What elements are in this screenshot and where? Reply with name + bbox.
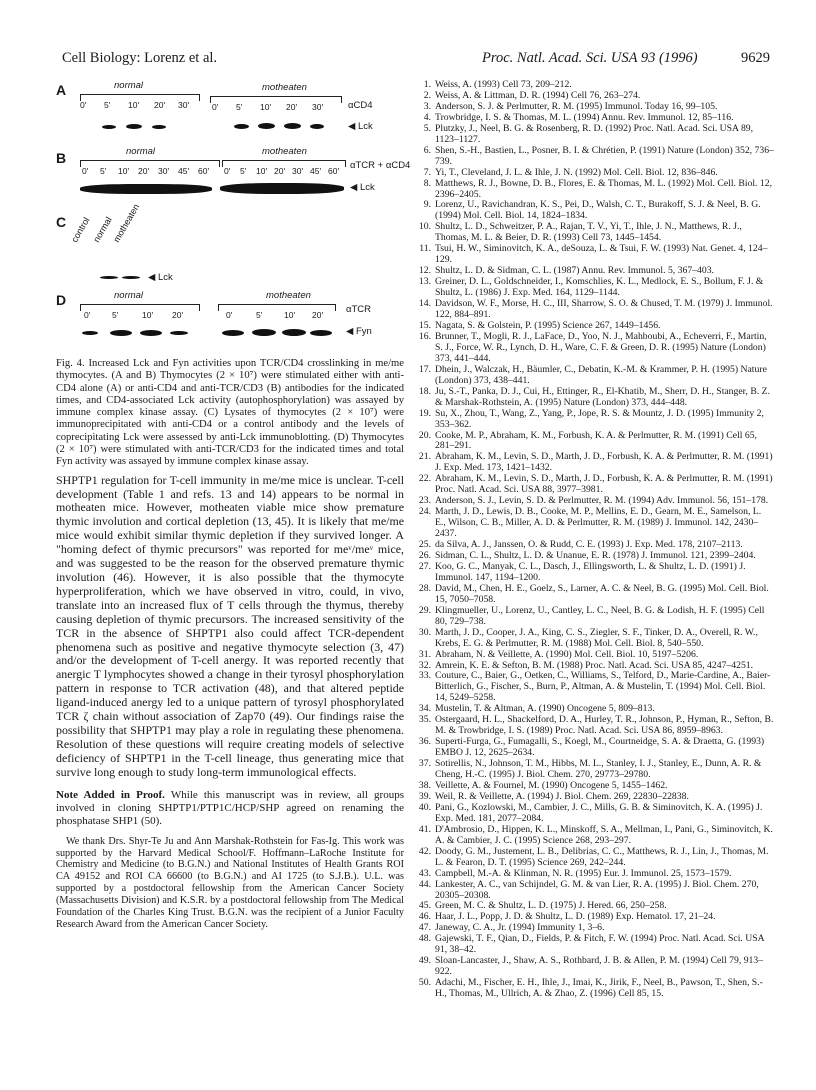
reference-item [418, 978, 774, 1000]
reference-number: 47. [418, 922, 431, 934]
reference-number: 18. [418, 385, 431, 397]
reference-text: Nagata, S. & Golstein, P. (1995) Science 267, 1449–1456. [435, 319, 661, 331]
reference-text: Anderson, S. J., Levin, S. D. & Perlmutter, R. M. (1994) Adv. Immunol. 56, 151–178. [435, 495, 769, 507]
reference-number: 23. [418, 495, 431, 507]
panel-a-time: 5' [236, 102, 243, 112]
panel-d-time: 20' [312, 310, 324, 320]
lck-band-row [80, 184, 212, 194]
reference-number: 39. [418, 790, 431, 802]
panel-d-time: 5' [112, 310, 119, 320]
caption-text: Increased Lck and Fyn activities upon TCR/CD4 crosslinking in me/me thymocytes. (A and B) Thymocytes (2 × 10⁷) were stimulated either with anti-CD4 alone (A) or anti-CD4 and anti-TCR/CD3 (B) antibodies for the indicated times, and CD4-associated Lck activity (autophosphorylation) was assayed by immune complex kinase assay. (C) Lysates of thymocytes (2 × 10⁷) were immunoprecipitated with anti-CD4 or a control antibody and the levels of coprecipitating Lck were assessed by anti-Lck immunoblotting. (D) Thymocytes (2 × 10⁷) were stimulated with anti-TCR/CD3 for the indicated times and total Fyn activity was assayed by immune complex kinase assay. [56, 358, 404, 468]
reference-item [418, 124, 774, 146]
reference-number: 45. [418, 900, 431, 912]
lck-label: Lck [357, 121, 373, 132]
panel-d-time: 20' [172, 310, 184, 320]
reference-number: 26. [418, 549, 431, 561]
reference-item [418, 222, 774, 244]
reference-item [418, 628, 774, 650]
reference-number: 22. [418, 473, 431, 485]
reference-text: Amrein, K. E. & Sefton, B. M. (1988) Proc. Natl. Acad. Sci. USA 85, 4247–4251. [435, 659, 754, 671]
reference-text: Doody, G. M., Justement, L. B., Delibrias, C. C., Matthews, R. J., Lin, J., Thomas, M. L. & Fearon, D. T. (1995) Science 269, 242–244. [435, 845, 769, 868]
lck-band [122, 276, 140, 279]
reference-text: Campbell, M.-A. & Klinman, N. R. (1995) Eur. J. Immunol. 25, 1573–1579. [435, 867, 732, 879]
panel-b-time: 10' [118, 166, 130, 176]
panel-b-time: 45' [310, 166, 322, 176]
reference-text: Sotirellis, N., Johnson, T. M., Hibbs, M. L., Stanley, I. J., Stanley, E., Dunn, A. R. & Cheng, H.-C. (1995) J. Biol. Chem. 270, 29773–29780. [435, 758, 762, 781]
reference-text: Matthews, R. J., Bowne, D. B., Flores, E. & Thomas, M. L. (1992) Mol. Cell. Biol. 12, 2396–2405. [435, 177, 772, 200]
reference-text: Couture, C., Baier, G., Oetken, C., Williams, S., Telford, D., Marie-Cardine, A., Baier-Bitterlich, G., Fischer, S., Burn, P., Altman, A. & Mustelin, T. (1994) Mol. Cell. Biol. 14, 5249–5258. [435, 670, 771, 704]
panel-b-time: 0' [82, 166, 89, 176]
reference-text: D'Ambrosio, D., Hippen, K. L., Minskoff, S. A., Mellman, I., Pani, G., Siminovitch, K. A. & Cambier, J. C. (1995) Science 268, 293–297. [435, 823, 773, 846]
reference-text: Abraham, N. & Veillette, A. (1990) Mol. Cell. Biol. 10, 5197–5206. [435, 648, 699, 660]
panel-b-time: 5' [240, 166, 247, 176]
header-section: Cell Biology: Lorenz et al. [62, 50, 218, 66]
panel-b-motheaten-label: motheaten [262, 146, 307, 157]
panel-b-time: 0' [224, 166, 231, 176]
reference-item [418, 299, 774, 321]
reference-number: 25. [418, 539, 431, 551]
reference-number: 4. [423, 111, 431, 123]
reference-number: 24. [418, 506, 431, 518]
panel-d-time: 0' [84, 310, 91, 320]
fyn-band [140, 330, 162, 336]
reference-item [418, 277, 774, 299]
reference-item [418, 146, 774, 168]
reference-number: 5. [423, 122, 431, 134]
reference-item [418, 244, 774, 266]
page-number: 9629 [741, 50, 770, 66]
lck-band [284, 123, 301, 129]
reference-text: Weil, R. & Veillette, A. (1994) J. Biol. Chem. 269, 22830–22838. [435, 790, 689, 802]
reference-number: 33. [418, 670, 431, 682]
reference-text: Davidson, W. F., Morse, H. C., III, Sharrow, S. O. & Chused, T. M. (1979) J. Immunol. 122, 884–891. [435, 298, 773, 321]
references-column [418, 80, 774, 1000]
reference-text: Adachi, M., Fischer, E. H., Ihle, J., Imai, K., Jirik, F., Neel, B., Pawson, T., Shen, S.-H., Thomas, M., Ullrich, A. & Zhao, Z. (1996) Cell 85, 15. [435, 977, 763, 1000]
panel-c-lane-label: normal [91, 215, 114, 244]
reference-number: 15. [418, 319, 431, 331]
reference-text: Pani, G., Kozlowski, M., Cambier, J. C., Mills, G. B. & Siminovitch, K. A. (1995) J. Exp. Med. 181, 2077–2084. [435, 801, 763, 824]
note-added-in-proof [56, 789, 404, 828]
body-paragraph: SHPTP1 regulation for T-cell immunity in me/me mice is unclear. T-cell development (Table 1 and refs. 13 and 14) appears to be normal in motheaten mice. However, motheaten viable mice show premature thymic involution and cortical depletion (13, 45). It is likely that me/me mice would exhibit similar thymic depletion if they survived longer. A "homing defect of thymic precursors" was reported for meᵛ/meᵛ mice, and was suggested to be the reason for the observed premature thymic involution (46). However, it is also possible that the thymocyte hyperproliferation, which we have observed in vitro, could, in vivo, translate into an increased flux of T cells through the thymus, thereby causing depletion of thymic precursors. The increased sensitivity of the TCR in the absence of SHPTP1 also could affect TCR-dependent phenomena such as positive and negative thymocyte selection (3, 47) and/or the development of T-cell anergy. It was reported recently that anergic T lymphocytes showed a change in their tyrosyl phosphorylation pattern in response to TCR activation (48), and that altered peptide ligand-induced anergy led to a unique pattern of tyrosyl phosphorylated TCR ζ chain without association of Zap70 (49). Our findings raise the possibility that SHPTP1 may play a role in regulating these phenomena. Resolution of these questions will require creating models of selective deficiency of SHPTP1 in the T-cell lineage, thus generating mice that survive long enough to study long-term immunological effects. [56, 472, 404, 779]
reference-number: 2. [423, 89, 431, 101]
reference-number: 28. [418, 582, 431, 594]
panel-b-time: 60' [328, 166, 340, 176]
panel-d-time: 5' [256, 310, 263, 320]
panel-b-time: 20' [138, 166, 150, 176]
panel-c-lane-label: motheaten [111, 202, 142, 244]
panel-d-letter: D [56, 292, 67, 308]
lck-band [234, 124, 249, 129]
panel-d-time: 0' [226, 310, 233, 320]
reference-text: Cooke, M. P., Abraham, K. M., Forbush, K. A. & Perlmutter, R. M. (1991) Cell 65, 281–291. [435, 429, 757, 452]
reference-item [418, 179, 774, 201]
panel-b-time: 30' [158, 166, 170, 176]
reference-text: Weiss, A. & Littman, D. R. (1994) Cell 76, 263–274. [435, 89, 641, 101]
reference-text: Marth, J. D., Cooper, J. A., King, C. S., Ziegler, S. F., Tinker, D. A., Overell, R. W., Krebs, E. G. & Perlmutter, R. M. (1988) Mol. Cell. Biol. 8, 540–550. [435, 626, 758, 649]
reference-number: 41. [418, 823, 431, 835]
panel-b-time: 60' [198, 166, 210, 176]
header-journal: Proc. Natl. Acad. Sci. USA 93 (1996) [482, 50, 698, 66]
reference-text: Tsui, H. W., Siminovitch, K. A., deSouza, L. & Tsui, F. W. (1993) Nat. Genet. 4, 124–129. [435, 243, 768, 266]
reference-number: 43. [418, 867, 431, 879]
panel-c-letter: C [56, 214, 67, 230]
fyn-label: Fyn [355, 326, 372, 337]
reference-number: 48. [418, 933, 431, 945]
note-title: Note Added in Proof. [56, 788, 165, 801]
reference-text: Lorenz, U., Ravichandran, K. S., Pei, D., Walsh, C. T., Burakoff, S. J. & Neel, B. G. (1994) Mol. Cell. Biol. 14, 1824–1834. [435, 199, 761, 222]
reference-item [418, 452, 774, 474]
reference-item [418, 737, 774, 759]
running-header [62, 50, 770, 70]
reference-text: Sidman, C. L., Shultz, L. D. & Unanue, E. R. (1978) J. Immunol. 121, 2399–2404. [435, 549, 756, 561]
reference-text: Shultz, L. D. & Sidman, C. L. (1987) Annu. Rev. Immunol. 5, 367–403. [435, 265, 714, 277]
reference-number: 31. [418, 648, 431, 660]
reference-number: 9. [423, 199, 431, 211]
reference-text: Yi, T., Cleveland, J. L. & Ihle, J. N. (1992) Mol. Cell. Biol. 12, 836–846. [435, 166, 718, 178]
panel-b-time: 30' [292, 166, 304, 176]
lck-band [310, 124, 324, 129]
panel-a-normal-label: normal [114, 80, 144, 91]
reference-number: 36. [418, 736, 431, 748]
reference-item [418, 431, 774, 453]
fyn-band [82, 331, 98, 335]
reference-list [418, 80, 774, 1000]
reference-text: Weiss, A. (1993) Cell 73, 209–212. [435, 79, 572, 90]
reference-number: 35. [418, 714, 431, 726]
panel-a-time: 0' [80, 100, 87, 110]
lck-band-row [220, 183, 344, 194]
reference-text: Mustelin, T. & Altman, A. (1990) Oncogene 5, 809–813. [435, 703, 655, 715]
reference-text: Gajewski, T. F., Qian, D., Fields, P. & Fitch, F. W. (1994) Proc. Natl. Acad. Sci. USA 91, 38–42. [435, 933, 765, 956]
reference-text: Haar, J. L., Popp, J. D. & Shultz, L. D. (1989) Exp. Hematol. 17, 21–24. [435, 911, 716, 923]
panel-d-time: 10' [284, 310, 296, 320]
panel-a-time: 5' [104, 100, 111, 110]
panel-a-time: 10' [260, 102, 272, 112]
panel-a-stimulus: αCD4 [348, 100, 373, 111]
reference-item [418, 759, 774, 781]
reference-number: 27. [418, 560, 431, 572]
reference-text: Janeway, C. A., Jr. (1994) Immunity 1, 3–6. [435, 922, 605, 934]
panel-d-stimulus: αTCR [346, 304, 372, 315]
reference-text: Brunner, T., Mogli, R. J., LaFace, D., Yoo, N. J., Mahboubi, A., Echeverri, F., Martin, S. J., Force, W. R., Lynch, D. H., Ware, C. F. & Green, D. R. (1995) Nature (London) 373, 441–444. [435, 330, 767, 364]
reference-text: Anderson, S. J. & Perlmutter, R. M. (1995) Immunol. Today 16, 99–105. [435, 100, 718, 112]
reference-text: Shultz, L. D., Schweitzer, P. A., Rajan, T. V., Yi, T., Ihle, J. N., Matthews, R. J., Thomas, M. L. & Beier, D. R. (1993) Cell 73, 1445–1454. [435, 221, 742, 244]
fyn-band [222, 330, 244, 336]
panel-c-lck-marker: ◀ Lck [148, 272, 173, 283]
caption-label: Fig. 4. [56, 358, 85, 369]
reference-item [418, 825, 774, 847]
reference-number: 30. [418, 626, 431, 638]
reference-item [418, 956, 774, 978]
reference-text: Superti-Furga, G., Fumagalli, S., Koegl, M., Courtneidge, S. A. & Draetta, G. (1993) EMBO J. 12, 2625–2634. [435, 736, 765, 759]
lck-band [126, 124, 142, 129]
reference-text: Abraham, K. M., Levin, S. D., Marth, J. D., Forbush, K. A. & Perlmutter, R. M. (1991) Proc. Natl. Acad. Sci. USA 88, 3977–3981. [435, 473, 773, 496]
reference-number: 50. [418, 977, 431, 989]
reference-item [418, 584, 774, 606]
reference-number: 29. [418, 604, 431, 616]
reference-item [418, 803, 774, 825]
reference-number: 16. [418, 330, 431, 342]
reference-item [418, 880, 774, 902]
panel-a-time: 20' [286, 102, 298, 112]
reference-text: Koo, G. C., Manyak, C. L., Dasch, J., Ellingsworth, L. & Shultz, L. D. (1991) J. Immunol. 147, 1194–1200. [435, 560, 746, 583]
note-text: While this manuscript was in review, all groups involved in cloning SHPTP1/PTP1C/HCP/SHP agreed on renaming the phosphatase SHP1 (50). [56, 788, 404, 827]
reference-item [418, 200, 774, 222]
reference-number: 21. [418, 451, 431, 463]
reference-text: Sloan-Lancaster, J., Shaw, A. S., Rothbard, J. B. & Allen, P. M. (1994) Cell 79, 913–922. [435, 955, 764, 978]
panel-b-time: 45' [178, 166, 190, 176]
reference-number: 42. [418, 845, 431, 857]
reference-number: 44. [418, 878, 431, 890]
reference-number: 40. [418, 801, 431, 813]
reference-text: Dhein, J., Walczak, H., Bäumler, C., Debatin, K.-M. & Krammer, P. H. (1995) Nature (London) 373, 438–441. [435, 363, 767, 386]
panel-d-normal-label: normal [114, 290, 144, 301]
panel-b-time: 10' [256, 166, 268, 176]
reference-text: Su, X., Zhou, T., Wang, Z., Yang, P., Jope, R. S. & Mountz, J. D. (1995) Immunity 2, 353–362. [435, 407, 764, 430]
panel-c-lane-label: control [69, 215, 92, 244]
reference-number: 11. [419, 243, 431, 255]
reference-number: 7. [423, 166, 431, 178]
panel-a-time: 20' [154, 100, 166, 110]
reference-item [418, 507, 774, 540]
figure-caption [56, 358, 404, 469]
panel-b-letter: B [56, 150, 67, 166]
fyn-band [170, 331, 188, 335]
left-column [56, 78, 411, 931]
reference-number: 38. [418, 780, 431, 791]
reference-number: 8. [423, 177, 431, 189]
fyn-band [310, 330, 332, 336]
reference-number: 6. [423, 144, 431, 156]
fyn-band [282, 329, 306, 336]
reference-number: 17. [418, 363, 431, 375]
reference-number: 10. [418, 221, 431, 233]
panel-b-normal-label: normal [126, 146, 156, 157]
reference-text: Marth, J. D., Lewis, D. B., Cooke, M. P., Mellins, E. D., Gearn, M. E., Samelson, L. E., Wilson, C. B., Miller, A. D. & Perlmutter, R. M. (1989) J. Immunol. 142, 2430–2437. [435, 506, 762, 540]
reference-item [418, 606, 774, 628]
panel-b-stimulus: αTCR + αCD4 [350, 160, 411, 171]
reference-item [418, 671, 774, 704]
fyn-band [252, 329, 276, 336]
reference-text: Veillette, A. & Fournel, M. (1990) Oncogene 5, 1455–1462. [435, 780, 668, 791]
reference-number: 32. [418, 659, 431, 671]
reference-item [418, 934, 774, 956]
figure-4 [56, 78, 411, 354]
lck-label: Lck [359, 182, 375, 193]
reference-text: Abraham, K. M., Levin, S. D., Marth, J. D., Forbush, K. A. & Perlmutter, R. M. (1991) J. Exp. Med. 173, 1421–1432. [435, 451, 773, 474]
lck-band [100, 276, 118, 279]
reference-text: Green, M. C. & Shultz, L. D. (1975) J. Hered. 66, 250–258. [435, 900, 667, 912]
reference-item [418, 715, 774, 737]
lck-label: Lck [157, 272, 173, 283]
acknowledgments: We thank Drs. Shyr-Te Ju and Ann Marshak-Rothstein for Fas-Ig. This work was supported by the Harvard Medical School/F. Hoffmann–LaRoche Institute for Chemistry and Medicine (to B.G.N.) and National Institutes of Health Grants ROI CA 49152 and ROI CA 66600 (to B.G.N.) and AI 1725 (to S.J.B.). U.L. was supported by a postdoctoral fellowship from the American Cancer Society (Massachusetts Division) and K.S.R. by a postdoctoral fellowship from The Medical Foundation of the Charles King Trust. B.G.N. was the recipient of a Junior Faculty Research Award from the American Cancer Society. [56, 835, 404, 930]
reference-item [418, 474, 774, 496]
reference-text: Ostergaard, H. L., Shackelford, D. A., Hurley, T. R., Johnson, P., Hyman, R., Sefton, B. M. & Trowbridge, I. S. (1989) Proc. Natl. Acad. Sci. USA 86, 8959–8963. [435, 714, 774, 737]
reference-number: 46. [418, 911, 431, 923]
fyn-band [110, 330, 132, 336]
reference-item [418, 387, 774, 409]
reference-number: 1. [423, 79, 431, 90]
reference-number: 20. [418, 429, 431, 441]
panel-a-time: 10' [128, 100, 140, 110]
panel-d-fyn-marker: ◀ Fyn [346, 326, 372, 337]
reference-text: Trowbridge, I. S. & Thomas, M. L. (1994) Annu. Rev. Immunol. 12, 85–116. [435, 111, 734, 123]
reference-text: da Silva, A. J., Janssen, O. & Rudd, C. E. (1993) J. Exp. Med. 178, 2107–2113. [435, 539, 743, 551]
reference-number: 13. [418, 276, 431, 288]
reference-item [418, 332, 774, 365]
reference-text: Plutzky, J., Neel, B. G. & Rosenberg, R. D. (1992) Proc. Natl. Acad. Sci. USA 89, 1123–1127. [435, 122, 754, 145]
reference-item [418, 409, 774, 431]
reference-number: 14. [418, 298, 431, 310]
lck-band [258, 123, 275, 129]
reference-text: Greiner, D. L., Goldschneider, I., Komschlies, K. L., Medlock, E. S., Bollum, F. J. & Shultz, L. (1986) J. Exp. Med. 164, 1129–1144. [435, 276, 764, 299]
reference-number: 34. [418, 703, 431, 715]
reference-text: Lankester, A. C., van Schijndel, G. M. & van Lier, R. A. (1995) J. Biol. Chem. 270, 20305–20308. [435, 878, 759, 901]
reference-number: 3. [423, 100, 431, 112]
panel-a-time: 0' [212, 102, 219, 112]
reference-number: 12. [418, 265, 431, 277]
reference-number: 49. [418, 955, 431, 967]
reference-item [418, 847, 774, 869]
lck-band [152, 125, 166, 129]
panel-a-time: 30' [312, 102, 324, 112]
panel-b-time: 20' [274, 166, 286, 176]
reference-number: 19. [418, 407, 431, 419]
lck-band [102, 125, 116, 129]
panel-a-lck-marker: ◀ Lck [348, 121, 373, 132]
panel-a-letter: A [56, 82, 67, 98]
reference-text: Ju, S.-T., Panka, D. J., Cui, H., Ettinger, R., El-Khatib, M., Sherr, D. H., Stanger, B. Z. & Marshak-Rothstein, A. (1995) Nature (London) 373, 444–448. [435, 385, 770, 408]
reference-text: David, M., Chen, H. E., Goelz, S., Larner, A. C. & Neel, B. G. (1995) Mol. Cell. Biol. 15, 7050–7058. [435, 582, 769, 605]
panel-d-motheaten-label: motheaten [266, 290, 311, 301]
reference-number: 37. [418, 758, 431, 770]
panel-d-time: 10' [142, 310, 154, 320]
panel-b-time: 5' [100, 166, 107, 176]
panel-a-time: 30' [178, 100, 190, 110]
reference-text: Shen, S.-H., Bastien, L., Posner, B. I. & Chrétien, P. (1991) Nature (London) 352, 736–739. [435, 144, 774, 167]
reference-item [418, 562, 774, 584]
panel-b-lck-marker: ◀ Lck [350, 182, 375, 193]
panel-a-motheaten-label: motheaten [262, 82, 307, 93]
reference-item [418, 365, 774, 387]
reference-text: Klingmueller, U., Lorenz, U., Cantley, L. C., Neel, B. G. & Lodish, H. F. (1995) Cell 80, 729–738. [435, 604, 765, 627]
